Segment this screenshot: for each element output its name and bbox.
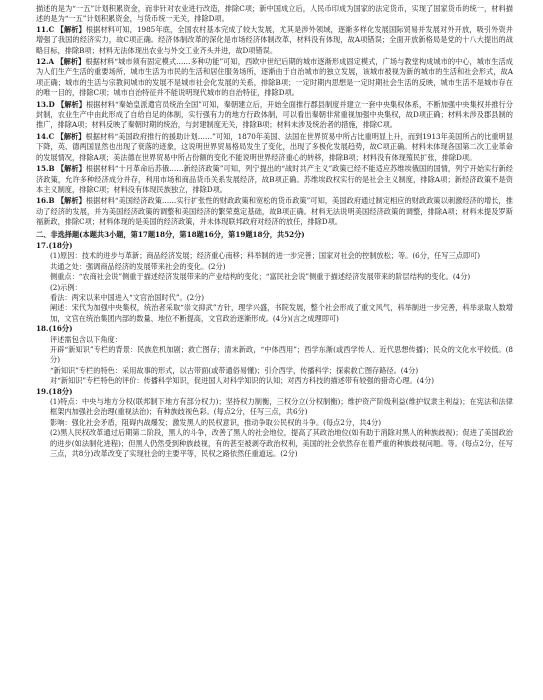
answer-line: 侧重点：“农商社会说”侧重于描述经济发展带来的产业结构的变化；“富民社会说”侧重于描述经济发展带来的阶层结构的变化。(4分) <box>50 272 471 282</box>
answer-line: 共通之处：强调商品经济的发展带来社会的变化。(2分) <box>50 261 226 271</box>
question-number: 19.(18分) <box>36 386 73 396</box>
answer-item <box>36 164 513 195</box>
answer-line: 影响：强化社会矛盾，阻碍内战爆发；激发黑人的民权意识，推动争取公民权的斗争。(每点2分，共4分) <box>50 417 382 427</box>
answer-tag: 【解析】 <box>57 99 87 109</box>
answer-item <box>36 132 513 163</box>
answer-line: 阐述：宋代为加强中央集权，统治者采取“崇文抑武”方针，理学兴盛，书院发展，整个社会形成了重文风气，科举制进一步完善，科举录取人数增加，文官在统治集团内部的数量、地位不断提高，文官政治逐渐形成。(4分)(言之成理即可) <box>50 303 513 323</box>
answer-item <box>36 25 513 56</box>
answer-tag: 【解析】 <box>56 164 86 174</box>
answer-number: 12.A <box>36 57 55 67</box>
answer-line: (1)特点：中央与地方分权(联邦制下地方有部分权力)；坚持权力制衡，三权分立(分权制衡)；维护资产阶级利益(维护奴隶主利益)；在宪法和法律框架内加强社会治理(重视法治)；有种族歧视色彩。(每点2分，任写三点，共6分) <box>50 397 513 417</box>
answer-text: 根据材料“美国经济政策……实行扩张性的财政政策和宽松的货币政策”可知，美国政府通过制定相应的财政政策以刺激经济的增长，推动了经济的发展，并为美国经济政策的调整和美国经济的繁荣奠定基础，故B项正确。材料无法说明美国经济政策的调整，排除A项；材料未提及罗斯福新政，排除C项；材料体现的是美国的经济政策，并未体现联邦政府对经济的放任，排除D项。 <box>36 196 513 227</box>
question-number: 17.(18分) <box>36 240 73 250</box>
answer-number: 14.C <box>36 131 55 141</box>
answer-line: 开辟“新知识”专栏的背景：民族危机加剧；救亡图存；清末新政，“中体西用”；西学东渐(或西学传人、近代思想传播)；民众的文化水平较低。(8分) <box>50 345 513 365</box>
answer-number: 16.B <box>36 196 55 206</box>
top-paragraph: 描述的是为“一五”计划积累资金，而非针对农业进行改造，排除C项；新中国成立后，人民币印成为国家的法定货币，实现了国家货币的统一，材料描述的是为“一五”计划积累资金，与货币统一无关，排除D项。 <box>36 4 513 24</box>
question-19 <box>36 387 513 460</box>
answer-item <box>36 100 513 131</box>
answer-line: “新知识”专栏的特色：采用故事的形式，以古带面(或带通俗易懂)；引介西学，传播科学；探索救亡图存路径。(4分) <box>50 365 419 375</box>
answer-line: (1)原因：技术的进步与革新；商品经济发展；经济重心南移；科举制的进一步完善；国家对社会的控制放松；等。(6分，任写三点即可) <box>50 251 481 261</box>
answer-tag: 【解析】 <box>56 57 86 67</box>
question-18 <box>36 324 513 386</box>
answer-text: 根据材料“城市须有固定模式……多种功能”可知，西欧中世纪后期的城市逐渐形成固定模式，广场与教堂构成城市的中心，城市生活成为人们生产生活的重要场所，城市生活为市民的生活和居住服务场所，逐渐由于自治城市的独立发展，该城市被视为新的城市的生活和社会形式，故A项正确；城市的生活与宗教间城市的发展不是城市社会化发展的关系，排除B项；一定时期内思想是一定时期社会生活的反映，城市生活不是城市存在的唯一目的，排除C项；城市自治特征并不能说明现代城市的自治特征，排除D项。 <box>36 57 513 98</box>
answer-number: 15.B <box>36 164 55 174</box>
answer-text: 根据材料“十月革命后苏俄……新经济政策”可知，列宁提出的“战时共产主义”政策已经不能适应苏维埃俄国的国情，列宁开始实行新经济政策，允许多种经济成分并存，利用市场和商品货币关系发展经济，故B项正确。苏维埃政权实行的是社会主义制度，排除A项；新经济政策不是资本主义制度，排除C项；材料没有体现民族独立，排除D项。 <box>36 164 513 194</box>
answer-line: 评述需包含以下角度： <box>50 334 122 344</box>
answer-tag: 【解析】 <box>56 131 86 141</box>
answer-tag: 【解析】 <box>56 196 86 206</box>
answer-line: 对“新知识”专栏特色的评价：传播科学知识，促进国人对科学知识的认知；对西方科技的描述带有较强的猎奇心理。(4分) <box>50 376 435 386</box>
section-heading: 二、非选择题(本题共3小题，第17题18分，第18题16分，第19题18分，共52分) <box>36 229 305 239</box>
answer-list <box>36 25 513 228</box>
answer-text: 根据材料可知，1985年底，全国农村基本完成了较大发展，尤其是涉外领域，逐渐多样化发展国际贸易并发展对外开放，吸引外资并增强了我国的经济实力，故C项正确。经济体制改革的深化是市场经济体制改革，材料没有体现，故A项错误；全面开放新格局是党的十八大提出的战略目标，排除B项；材料无法体现出农业与外交工业齐头并进，故D项错误。 <box>36 24 513 55</box>
answer-tag: 【解析】 <box>56 24 86 34</box>
question-17 <box>36 241 513 324</box>
question-number: 18.(16分) <box>36 324 73 334</box>
answer-item <box>36 196 513 227</box>
answer-text: 根据材料“秦始皇派遣官员统治全国”可知，秦朝建立后，开始全面推行郡县制度并建立一套中央集权体系，不断加强中央集权并推行分封制，农业生产中由此形成了自给自足的体制，实行强有力的地方行政体制，可以看出秦朝非常重视加强中央集权，故D项正确；材料未涉及郡县制的推广，排除A项；材料反映了秦朝时期的统治，与封建制度无关，排除B项；材料未涉及统治者的措施，排除C项。 <box>36 99 513 130</box>
answer-line: (2)黑人民权改革通过后期第二阶段，黑人的斗争，改善了黑人的社会地位，提高了其政治地位(如有助于消除对黑人的种族歧视)；促进了美国政治的进步(如法制化进程)；但黑人仍然受到种族歧视，有的甚至被剥夺政治权利，美国的社会依然存在着严重的种族歧视问题。等。(每点2分，任写三点，共8分)改革改变了实现社会的主要平等，民权之路依然任重道远。(2分) <box>50 428 513 459</box>
answer-text: 根据材料“美国政府推行的援助计划……”可知，1870年美国、法国在世界贸易中所占比重明显上升，而到1913年美国所占的比重明显下降，英、德两国显然也出现了衰落的迹象，这说明世界贸易格局发生了变化，出现了多极化发展趋势，故C项正确。材料未体现各国第二次工业革命的发展情况，排除A项；美法德在世界贸易中所占份额的变化不能说明世界经济重心的转移，排除B项；材料没有体现殖民扩张，排除D项。 <box>36 131 513 162</box>
answer-number: 13.D <box>36 99 55 109</box>
answer-line: 看法：两宋以来中国进入“文官治国时代”。(2分) <box>50 292 205 302</box>
answer-number: 11.C <box>36 24 55 34</box>
answer-item <box>36 57 513 99</box>
answer-line: (2)示例： <box>50 282 82 292</box>
